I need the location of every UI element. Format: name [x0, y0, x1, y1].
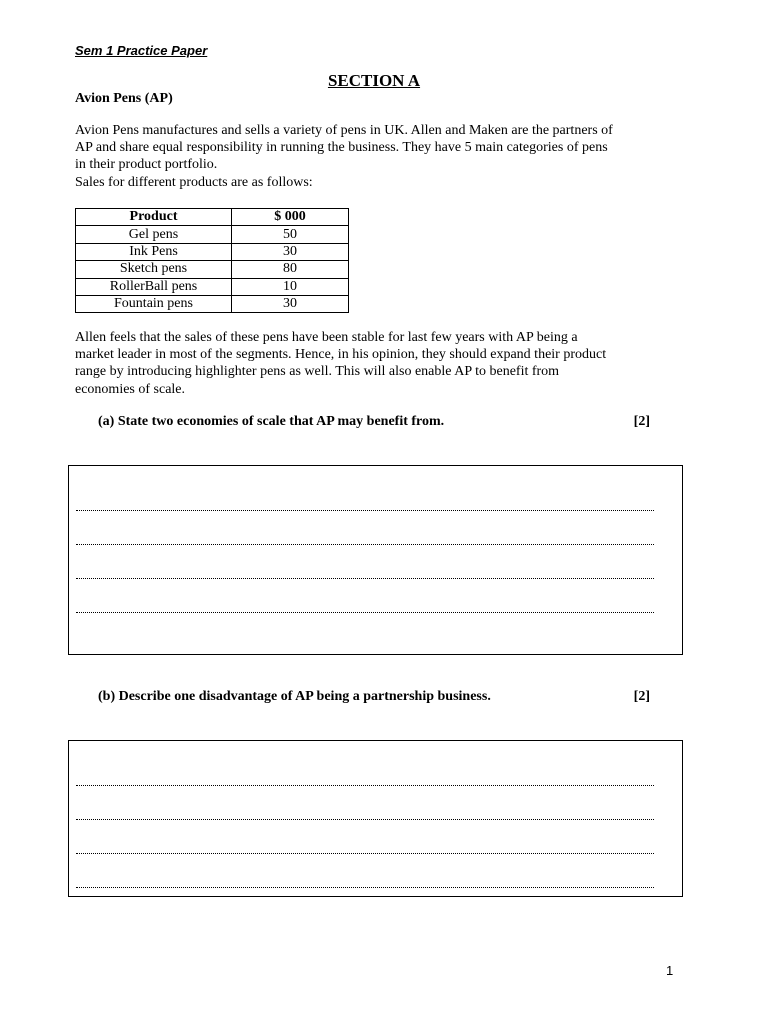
- answer-line[interactable]: [76, 612, 654, 613]
- case-opinion-paragraph: [75, 329, 680, 398]
- sales-table: [75, 208, 349, 313]
- answer-box-b[interactable]: [68, 740, 683, 897]
- sales-cell: 10: [232, 278, 349, 295]
- table-row: [76, 295, 349, 312]
- case-intro-line: in their product portfolio.: [75, 157, 218, 173]
- answer-line[interactable]: [76, 510, 654, 511]
- table-row: [76, 243, 349, 260]
- question-a: [98, 414, 650, 430]
- question-a-text: (a) State two economies of scale that AP may benefit from.: [98, 414, 445, 429]
- sales-cell: 30: [232, 295, 349, 312]
- case-opinion-line: range by introducing highlighter pens as well. This will also enable AP to benefit from: [75, 364, 560, 380]
- product-cell: Gel pens: [76, 226, 232, 243]
- product-cell: RollerBall pens: [76, 278, 232, 295]
- product-cell: Ink Pens: [76, 243, 232, 260]
- answer-line[interactable]: [76, 544, 654, 545]
- answer-line[interactable]: [76, 785, 654, 786]
- sales-cell: 30: [232, 243, 349, 260]
- question-a-marks: [2]: [633, 414, 650, 429]
- case-opinion-line: economies of scale.: [75, 381, 186, 397]
- answer-line[interactable]: [76, 578, 654, 579]
- section-title: SECTION A: [327, 71, 421, 90]
- table-row: [76, 261, 349, 278]
- answer-line[interactable]: [76, 887, 654, 888]
- product-cell: Fountain pens: [76, 295, 232, 312]
- answer-box-a[interactable]: [68, 465, 683, 655]
- question-b-marks: [2]: [633, 689, 650, 704]
- answer-line[interactable]: [76, 819, 654, 820]
- case-intro-paragraph: [75, 122, 680, 191]
- case-study-title: Avion Pens (AP): [75, 91, 173, 106]
- sales-table-header-row: [76, 209, 349, 226]
- page-header-label: Sem 1 Practice Paper: [75, 43, 208, 58]
- table-row: [76, 278, 349, 295]
- case-opinion-line: market leader in most of the segments. Hence, in his opinion, they should expand their product: [75, 347, 607, 363]
- case-opinion-line: Allen feels that the sales of these pens have been stable for last few years with AP being a: [75, 330, 578, 345]
- column-header-sales: $ 000: [232, 209, 349, 226]
- case-intro-line: Sales for different products are as follows:: [75, 174, 313, 190]
- product-cell: Sketch pens: [76, 261, 232, 278]
- case-intro-line: Avion Pens manufactures and sells a variety of pens in UK. Allen and Maken are the partners of: [75, 123, 613, 138]
- question-b: [98, 689, 650, 705]
- answer-line[interactable]: [76, 853, 654, 854]
- table-row: [76, 226, 349, 243]
- case-intro-line: AP and share equal responsibility in running the business. They have 5 main categories of pens: [75, 140, 608, 156]
- sales-cell: 80: [232, 261, 349, 278]
- column-header-product: Product: [76, 209, 232, 226]
- sales-cell: 50: [232, 226, 349, 243]
- question-b-text: (b) Describe one disadvantage of AP being a partnership business.: [98, 689, 491, 704]
- page-number: 1: [666, 963, 674, 978]
